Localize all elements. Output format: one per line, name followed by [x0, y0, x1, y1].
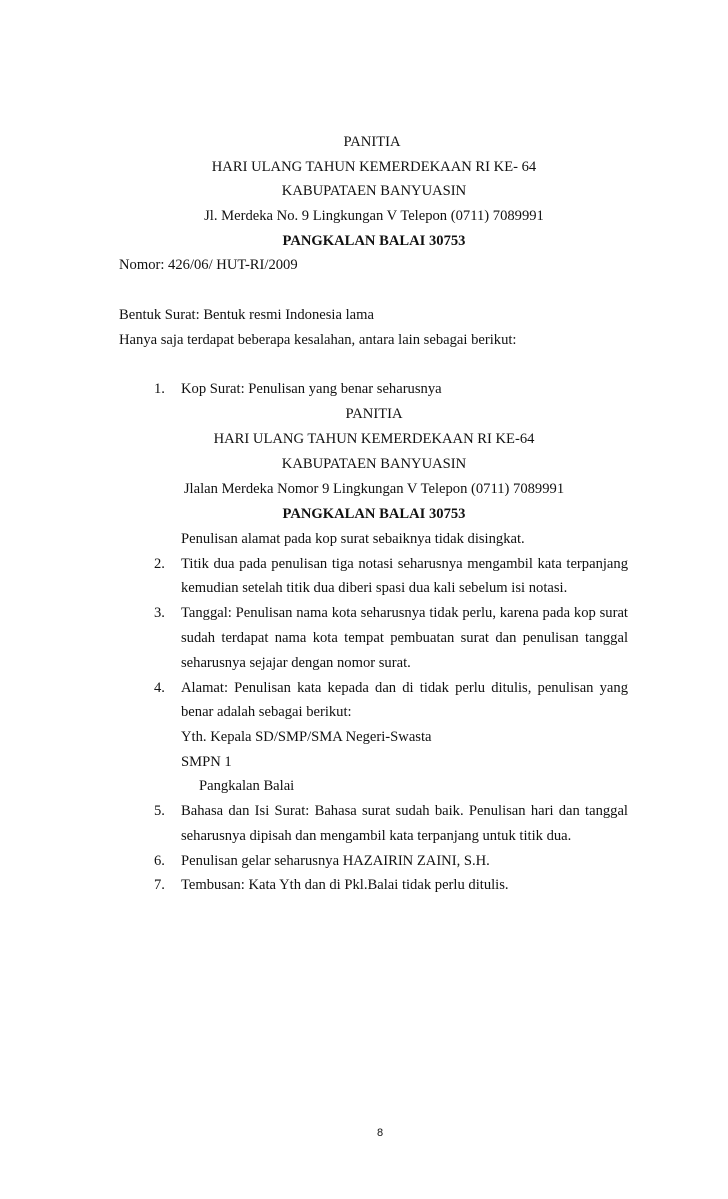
address-line-3: Pangkalan Balai — [199, 778, 295, 794]
item-5-line-1: Bahasa dan Isi Surat: Bahasa surat sudah baik. Penulisan hari dan tanggal — [181, 803, 628, 819]
item-1-number: 1. — [154, 381, 165, 397]
item-1-text: Kop Surat: Penulisan yang benar seharusnya — [181, 381, 442, 397]
item-3-line-3: seharusnya sejajar dengan nomor surat. — [181, 655, 411, 671]
kop-benar-panitia: PANITIA — [345, 406, 403, 422]
kop-line-hut: HARI ULANG TAHUN KEMERDEKAAN RI KE- 64 — [211, 159, 537, 175]
item-4-line-1: Alamat: Penulisan kata kepada dan di tidak perlu ditulis, penulisan yang — [181, 680, 628, 696]
kop-benar-alamat: Jlalan Merdeka Nomor 9 Lingkungan V Telepon (0711) 7089991 — [183, 481, 565, 497]
item-6-text: Penulisan gelar seharusnya HAZAIRIN ZAINI, S.H. — [181, 853, 490, 869]
item-4-line-2: benar adalah sebagai berikut: — [181, 704, 352, 720]
item-4-number: 4. — [154, 680, 165, 696]
item-2-line-2: kemudian setelah titik dua diberi spasi dua kali sebelum isi notasi. — [181, 580, 568, 596]
kop-benar-kota: PANGKALAN BALAI 30753 — [282, 506, 466, 522]
item-3-line-1: Tanggal: Penulisan nama kota seharusnya tidak perlu, karena pada kop surat — [181, 605, 628, 621]
item-6-number: 6. — [154, 853, 165, 869]
page-number: 8 — [376, 1127, 384, 1139]
item-3-line-2: sudah terdapat nama kota tempat pembuatan surat dan penulisan tanggal — [181, 630, 628, 646]
item-5-line-2: seharusnya dipisah dan mengambil kata terpanjang untuk titik dua. — [181, 828, 572, 844]
address-line-1: Yth. Kepala SD/SMP/SMA Negeri-Swasta — [181, 729, 432, 745]
kop-benar-kabupaten: KABUPATAEN BANYUASIN — [281, 456, 467, 472]
item-2-line-1: Titik dua pada penulisan tiga notasi seharusnya mengambil kata terpanjang — [181, 556, 628, 572]
bentuk-surat: Bentuk Surat: Bentuk resmi Indonesia lama — [119, 307, 374, 323]
address-line-2: SMPN 1 — [181, 754, 232, 770]
kop-line-kabupaten: KABUPATAEN BANYUASIN — [281, 183, 467, 199]
nomor-surat: Nomor: 426/06/ HUT-RI/2009 — [119, 257, 298, 273]
kop-line-panitia: PANITIA — [343, 134, 401, 150]
item-3-number: 3. — [154, 605, 165, 621]
kop-line-kota: PANGKALAN BALAI 30753 — [282, 233, 466, 249]
kop-benar-hut: HARI ULANG TAHUN KEMERDEKAAN RI KE-64 — [213, 431, 535, 447]
item-7-number: 7. — [154, 877, 165, 893]
kop-line-alamat: Jl. Merdeka No. 9 Lingkungan V Telepon (0711) 7089991 — [204, 208, 544, 224]
item-7-text: Tembusan: Kata Yth dan di Pkl.Balai tidak perlu ditulis. — [181, 877, 509, 893]
item-5-number: 5. — [154, 803, 165, 819]
intro-text: Hanya saja terdapat beberapa kesalahan, antara lain sebagai berikut: — [119, 332, 517, 348]
item-2-number: 2. — [154, 556, 165, 572]
item-1-note: Penulisan alamat pada kop surat sebaiknya tidak disingkat. — [181, 531, 525, 547]
